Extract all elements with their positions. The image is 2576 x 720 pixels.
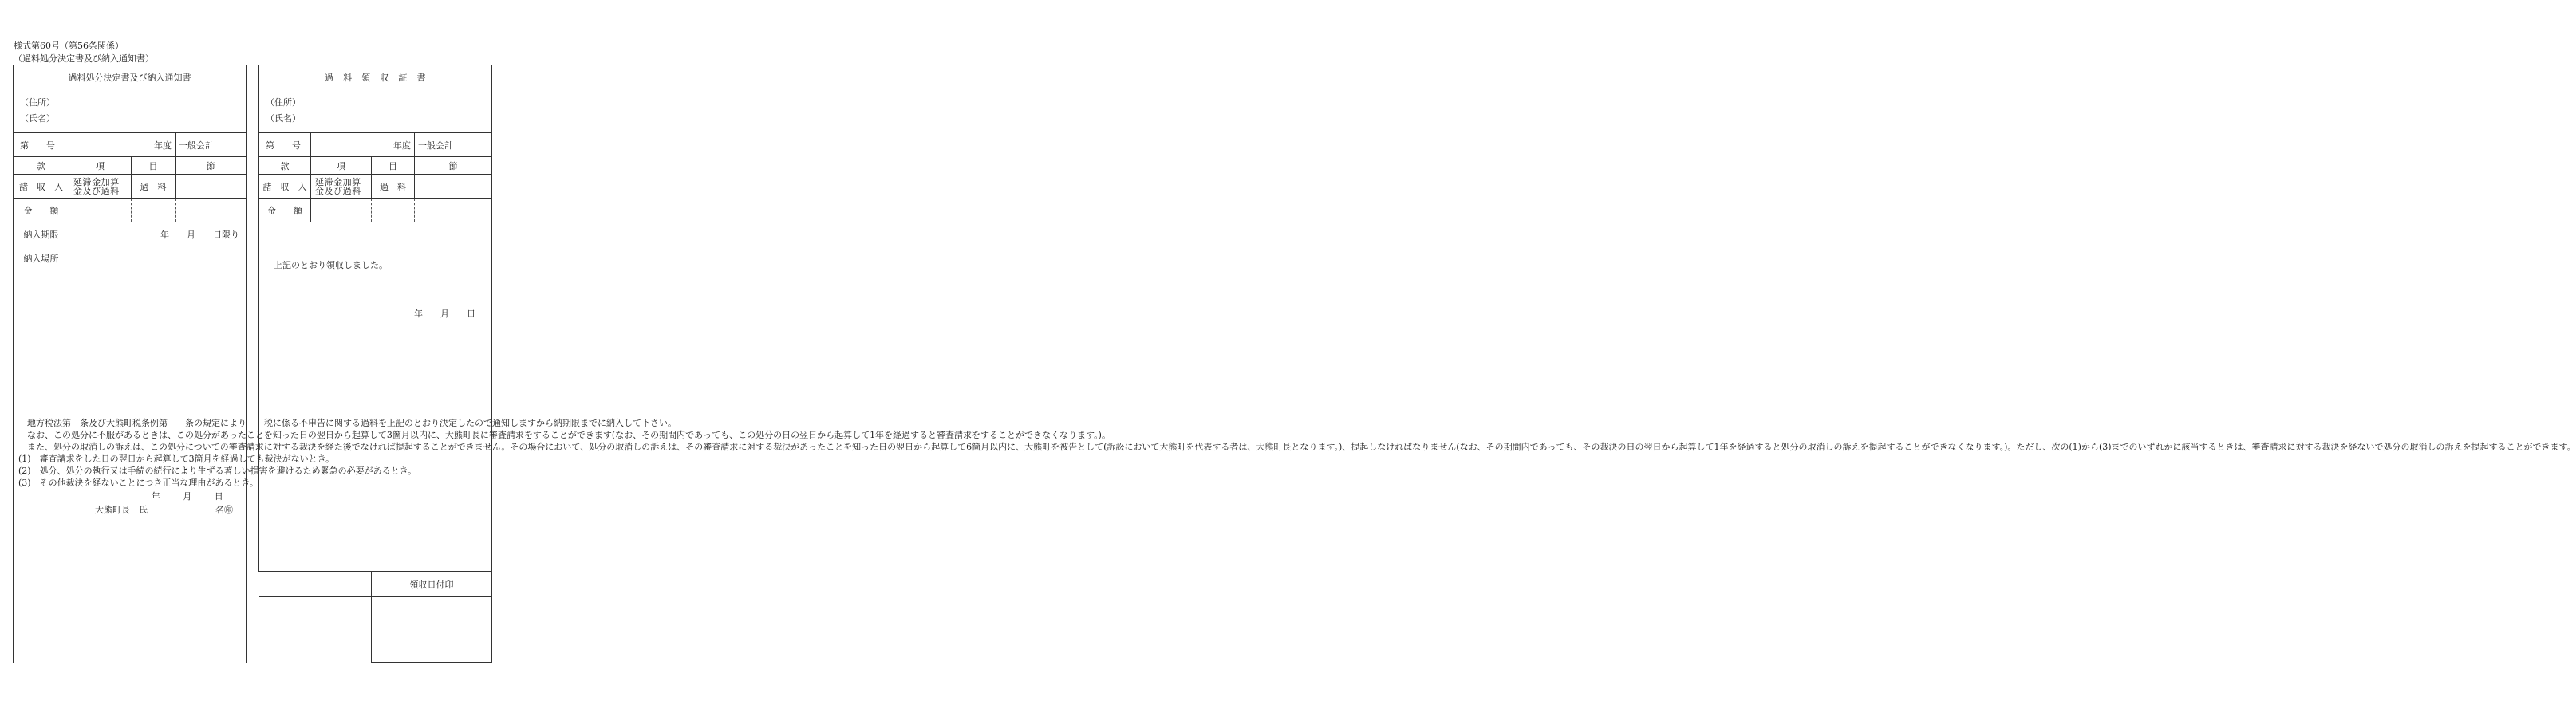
- receipt-col-moku: 目: [372, 157, 415, 175]
- sign-date: 年 月 日: [151, 491, 225, 502]
- recipient-block: [14, 89, 247, 133]
- receipt-form: [258, 65, 492, 663]
- receipt-col-setsu: 節: [415, 157, 492, 175]
- seal-label: 名㊞: [215, 505, 233, 515]
- row-kan: 諸 収 入: [14, 175, 69, 199]
- receipt-date: 年 月 日: [414, 309, 475, 319]
- address-label: （住所）: [20, 97, 55, 108]
- receipt-blank-area-2: [259, 597, 372, 663]
- due-value: 年 月 日限り: [69, 222, 247, 246]
- place-label: 納入場所: [14, 246, 69, 270]
- amount-cell-2: [132, 199, 176, 222]
- payer-name-label: （氏名）: [266, 113, 301, 124]
- payer-address-label: （住所）: [266, 97, 301, 108]
- amount-label: 金 額: [14, 199, 69, 222]
- body-paragraph-1: 地方税法第 条及び大熊町税条例第 条の規定により 税に係る不申告に関する過料を上記のとおり決定したので通知しますから納期限までに納入して下さい。: [27, 418, 677, 428]
- receipt-row-kan: 諸 収 入: [259, 175, 311, 199]
- receipt-body: [259, 222, 492, 572]
- receipt-amount-cell-2: [372, 199, 415, 222]
- receipt-col-kan: 款: [259, 157, 311, 175]
- amount-cell-3: [176, 199, 247, 222]
- col-moku: 目: [132, 157, 176, 175]
- payer-block: [259, 89, 492, 133]
- col-kan: 款: [14, 157, 69, 175]
- receipt-statement: 上記のとおり領収しました。: [274, 260, 388, 270]
- fiscal-year-label: 年度: [69, 133, 176, 157]
- place-value: [69, 246, 247, 270]
- form-number: 様式第60号（第56条関係）: [14, 41, 124, 51]
- receipt-row-moku: 過 料: [372, 175, 415, 199]
- receipt-number-label: 第 号: [259, 133, 311, 157]
- stamp-box: [372, 597, 492, 663]
- receipt-blank-area: [259, 572, 372, 597]
- amount-cell-1: [69, 199, 132, 222]
- body-item-2: (2) 処分、処分の執行又は手続の続行により生ずる著しい損害を避けるため緊急の必要があるとき。: [18, 466, 417, 476]
- receipt-row-kou: 延滞金加算金及び過料: [311, 175, 372, 199]
- body-paragraph-2: なお、この処分に不服があるときは、この処分があったことを知った日の翌日から起算して3箇月以内に、大熊町長に審査請求をすることができます(なお、その期間内であっても、この処分の日の翌日から起算して1年を経過すると審査請求をすることができなくなります。)。: [27, 430, 1110, 440]
- col-setsu: 節: [176, 157, 247, 175]
- name-label: （氏名）: [20, 113, 55, 124]
- due-label: 納入期限: [14, 222, 69, 246]
- receipt-col-kou: 項: [311, 157, 372, 175]
- notice-title: 過料処分決定書及び納入通知書: [14, 65, 247, 89]
- row-moku: 過 料: [132, 175, 176, 199]
- row-kou: 延滞金加算金及び過料: [69, 175, 132, 199]
- body-item-1: (1) 審査請求をした日の翌日から起算して3箇月を経過しても裁決がないとき。: [18, 454, 335, 464]
- receipt-fiscal-year-label: 年度: [311, 133, 415, 157]
- form-subtitle: （過料処分決定書及び納入通知書）: [14, 53, 154, 64]
- receipt-account-type: 一般会計: [415, 133, 492, 157]
- receipt-amount-cell-1: [311, 199, 372, 222]
- receipt-amount-label: 金 額: [259, 199, 311, 222]
- number-label: 第 号: [14, 133, 69, 157]
- receipt-amount-cell-3: [415, 199, 492, 222]
- stamp-label: 領収日付印: [372, 572, 492, 597]
- mayor-name-label: 大熊町長 氏: [95, 505, 148, 515]
- body-item-3: (3) その他裁決を経ないことにつき正当な理由があるとき。: [18, 478, 258, 488]
- receipt-title: 過 料 領 収 証 書: [259, 65, 492, 89]
- account-type: 一般会計: [176, 133, 247, 157]
- col-kou: 項: [69, 157, 132, 175]
- signature-line: [18, 504, 239, 516]
- body-paragraph-3: また、処分の取消しの訴えは、この処分についての審査請求に対する裁決を経た後でなければ提起することができません。その場合において、処分の取消しの訴えは、その審査請求に対する裁決があったことを知った日の翌日から起算して6箇月以内に、大熊町を被告として(訴訟において大熊町を代表する者は、大熊町長となります。)、提起しなければなりません(なお、その期間内であっても、その裁決の日の翌日から起算して1年を経過すると処分の取消しの訴えを提起することができなくなります。)。ただし、次の(1)から(3)までのいずれかに該当するときは、審査請求に対する裁決を経ないで処分の取消しの訴えを提起することができます。: [27, 442, 2576, 452]
- receipt-row-setsu: [415, 175, 492, 199]
- row-setsu: [176, 175, 247, 199]
